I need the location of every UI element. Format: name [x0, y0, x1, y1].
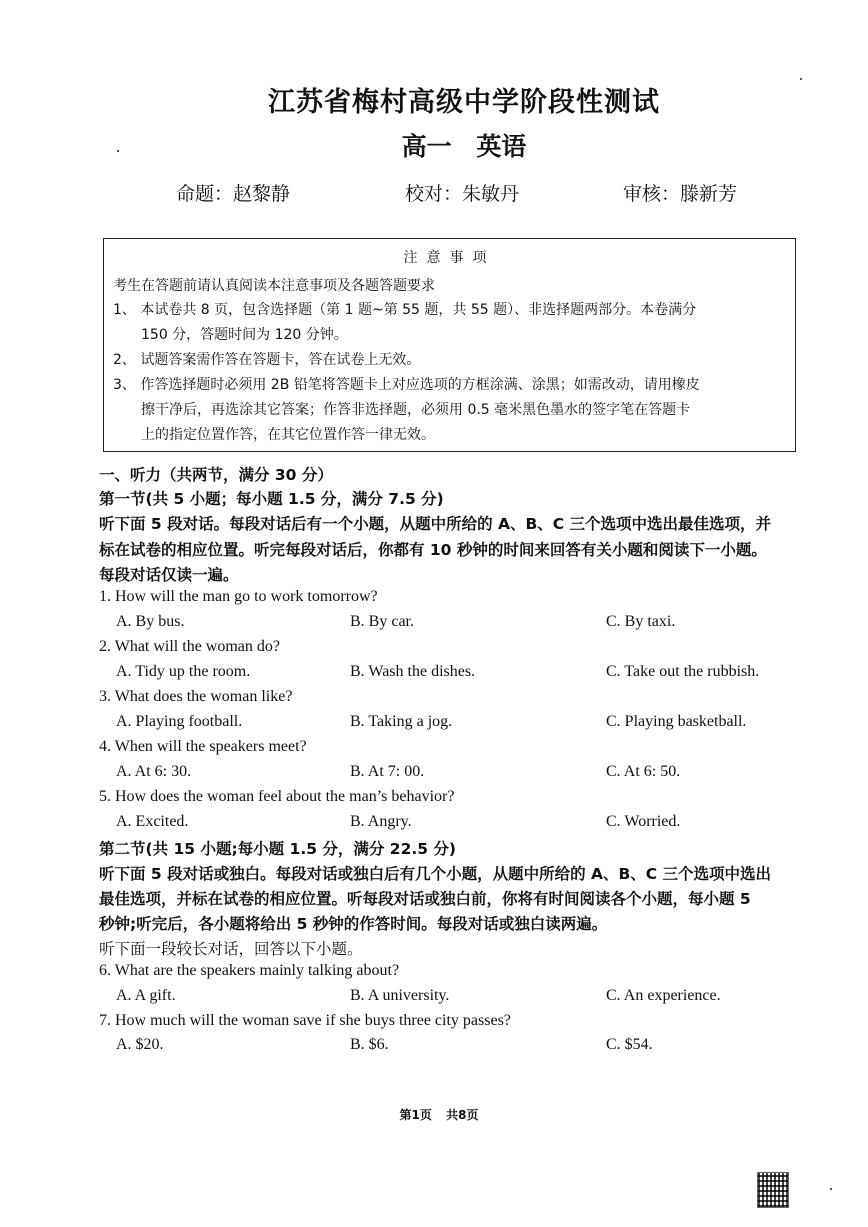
reviewer-label: 审核：滕新芳 — [623, 183, 738, 205]
question-stem: 6. What are the speakers mainly talking about? — [99, 962, 400, 979]
setter-label: 命题：赵黎静 — [176, 183, 291, 205]
option-b: B. Angry. — [350, 813, 412, 830]
question-stem: 2. What will the woman do? — [99, 638, 280, 655]
proofreader-label: 校对：朱敏丹 — [405, 183, 520, 205]
scan-speck — [117, 150, 119, 152]
section2-instruction: 最佳选项，并标在试卷的相应位置。听每段对话或独白前，你将有时间阅读各个小题，每小题 5 — [99, 890, 751, 908]
section2-lead: 听下面一段较长对话，回答以下小题。 — [99, 940, 363, 958]
page-number: 第1页 — [399, 1108, 432, 1122]
option-b: B. At 7: 00. — [350, 763, 425, 780]
section2-instruction: 听下面 5 段对话或独白。每段对话或独白后有几个小题，从题中所给的 A、B、C 三个选项中选出 — [99, 865, 772, 883]
notice-box — [103, 238, 796, 452]
question-stem: 7. How much will the woman save if she buys three city passes? — [99, 1012, 511, 1029]
option-c: C. Worried. — [606, 813, 681, 830]
notice-line: 150 分，答题时间为 120 分钟。 — [141, 327, 348, 343]
notice-line: 3、 作答选择题时必须用 2B 铅笔将答题卡上对应选项的方框涂满、涂黑；如需改动，请用橡皮 — [113, 377, 700, 393]
option-a: A. By bus. — [116, 613, 185, 630]
exam-subtitle: 高一 英语 — [401, 132, 527, 161]
option-c: C. At 6: 50. — [606, 763, 681, 780]
section1-instruction: 每段对话仅读一遍。 — [99, 566, 239, 584]
option-a: A. $20. — [116, 1036, 164, 1053]
section1-heading: 第一节(共 5 小题；每小题 1.5 分，满分 7.5 分) — [99, 490, 444, 508]
notice-heading: 注意事项 — [403, 250, 496, 266]
question-stem: 3. What does the woman like? — [99, 688, 293, 705]
option-b: B. By car. — [350, 613, 414, 630]
notice-line: 擦干净后，再选涂其它答案；作答非选择题，必须用 0.5 毫米黑色墨水的签字笔在答题卡 — [141, 402, 691, 418]
notice-line: 上的指定位置作答，在其它位置作答一律无效。 — [141, 427, 435, 443]
scan-speck — [830, 1188, 832, 1190]
page-footer — [0, 1106, 868, 1123]
option-a: A. Playing football. — [116, 713, 243, 730]
qr-code-icon — [757, 1172, 789, 1208]
option-b: B. $6. — [350, 1036, 389, 1053]
question-stem: 1. How will the man go to work tomorrow? — [99, 588, 378, 605]
notice-line: 1、 本试卷共 8 页，包含选择题（第 1 题~第 55 题，共 55 题）、非选择题两部分。本卷满分 — [113, 302, 697, 318]
option-c: C. Take out the rubbish. — [606, 663, 760, 680]
section2-heading: 第二节(共 15 小题;每小题 1.5 分，满分 22.5 分) — [99, 840, 457, 858]
page-total: 共8页 — [446, 1108, 479, 1122]
question-stem: 5. How does the woman feel about the man’s behavior? — [99, 788, 455, 805]
option-a: A. Tidy up the room. — [116, 663, 251, 680]
option-a: A. A gift. — [116, 987, 176, 1004]
section1-instruction: 听下面 5 段对话。每段对话后有一个小题，从题中所给的 A、B、C 三个选项中选出最佳选项，并 — [99, 515, 772, 533]
section2-instruction: 秒钟;听完后，各小题将给出 5 秒钟的作答时间。每段对话或独白读两遍。 — [99, 915, 608, 933]
option-c: C. By taxi. — [606, 613, 676, 630]
scan-speck — [800, 78, 802, 80]
option-b: B. A university. — [350, 987, 450, 1004]
option-b: B. Taking a jog. — [350, 713, 453, 730]
question-stem: 4. When will the speakers meet? — [99, 738, 307, 755]
part-heading: 一、听力（共两节，满分 30 分） — [99, 466, 333, 484]
option-c: C. $54. — [606, 1036, 653, 1053]
option-a: A. At 6: 30. — [116, 763, 192, 780]
notice-line: 考生在答题前请认真阅读本注意事项及各题答题要求 — [113, 278, 435, 294]
section1-instruction: 标在试卷的相应位置。听完每段对话后，你都有 10 秒钟的时间来回答有关小题和阅读下一小题。 — [99, 541, 767, 559]
option-c: C. An experience. — [606, 987, 721, 1004]
notice-line: 2、 试题答案需作答在答题卡，答在试卷上无效。 — [113, 352, 421, 368]
option-c: C. Playing basketball. — [606, 713, 747, 730]
exam-title: 江苏省梅村高级中学阶段性测试 — [268, 87, 660, 118]
option-a: A. Excited. — [116, 813, 189, 830]
option-b: B. Wash the dishes. — [350, 663, 476, 680]
